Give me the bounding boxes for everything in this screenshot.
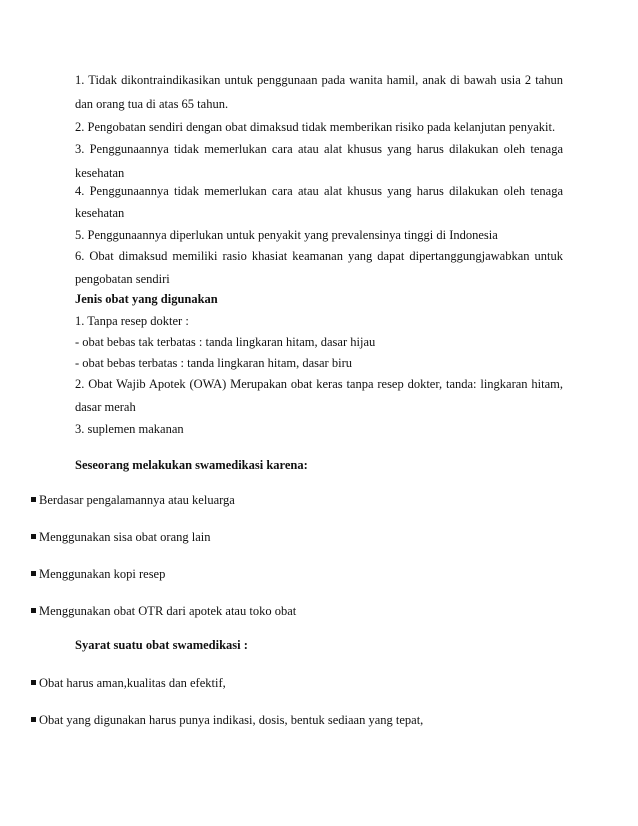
syarat-heading: Syarat suatu obat swamedikasi : <box>75 638 248 652</box>
reason-item: Menggunakan kopi resep <box>31 567 165 582</box>
jenis-line-bebas-tak-terbatas: - obat bebas tak terbatas : tanda lingkaran hitam, dasar hijau <box>75 335 376 349</box>
jenis-line-suplemen: 3. suplemen makanan <box>75 422 184 436</box>
reason-item: Menggunakan sisa obat orang lain <box>31 530 210 545</box>
square-bullet-icon <box>31 497 36 502</box>
requirement-item: Obat harus aman,kualitas dan efektif, <box>31 676 226 691</box>
criteria-line-3: 3. Penggunaannya tidak memerlukan cara atau alat khusus yang harus dilakukan oleh tenaga <box>75 142 563 156</box>
criteria-line-3-cont: kesehatan <box>75 166 125 180</box>
jenis-line-bebas-terbatas: - obat bebas terbatas : tanda lingkaran hitam, dasar biru <box>75 356 352 370</box>
square-bullet-icon <box>31 571 36 576</box>
criteria-line-4-cont: kesehatan <box>75 206 125 220</box>
square-bullet-icon <box>31 608 36 613</box>
criteria-line-5: 5. Penggunaannya diperlukan untuk penyakit yang prevalensinya tinggi di Indonesia <box>75 228 498 242</box>
criteria-line-1-cont: dan orang tua di atas 65 tahun. <box>75 97 229 111</box>
square-bullet-icon <box>31 717 36 722</box>
criteria-line-6: 6. Obat dimaksud memiliki rasio khasiat keamanan yang dapat dipertanggungjawabkan untuk <box>75 249 563 263</box>
swamedikasi-heading: Seseorang melakukan swamedikasi karena: <box>75 458 308 472</box>
jenis-line-1: 1. Tanpa resep dokter : <box>75 314 189 328</box>
square-bullet-icon <box>31 534 36 539</box>
reason-item: Berdasar pengalamannya atau keluarga <box>31 493 235 508</box>
criteria-line-6-cont: pengobatan sendiri <box>75 272 170 286</box>
criteria-line-1: 1. Tidak dikontraindikasikan untuk penggunaan pada wanita hamil, anak di bawah usia 2 tahun <box>75 73 563 87</box>
criteria-line-2: 2. Pengobatan sendiri dengan obat dimaksud tidak memberikan risiko pada kelanjutan penyakit. <box>75 120 556 134</box>
criteria-line-4: 4. Penggunaannya tidak memerlukan cara atau alat khusus yang harus dilakukan oleh tenaga <box>75 184 563 198</box>
reason-item: Menggunakan obat OTR dari apotek atau toko obat <box>31 604 296 619</box>
square-bullet-icon <box>31 680 36 685</box>
jenis-obat-heading: Jenis obat yang digunakan <box>75 292 218 306</box>
requirement-item: Obat yang digunakan harus punya indikasi, dosis, bentuk sediaan yang tepat, <box>31 713 423 728</box>
jenis-line-owa: 2. Obat Wajib Apotek (OWA) Merupakan obat keras tanpa resep dokter, tanda: lingkaran hitam, <box>75 377 563 391</box>
jenis-line-owa-cont: dasar merah <box>75 400 136 414</box>
